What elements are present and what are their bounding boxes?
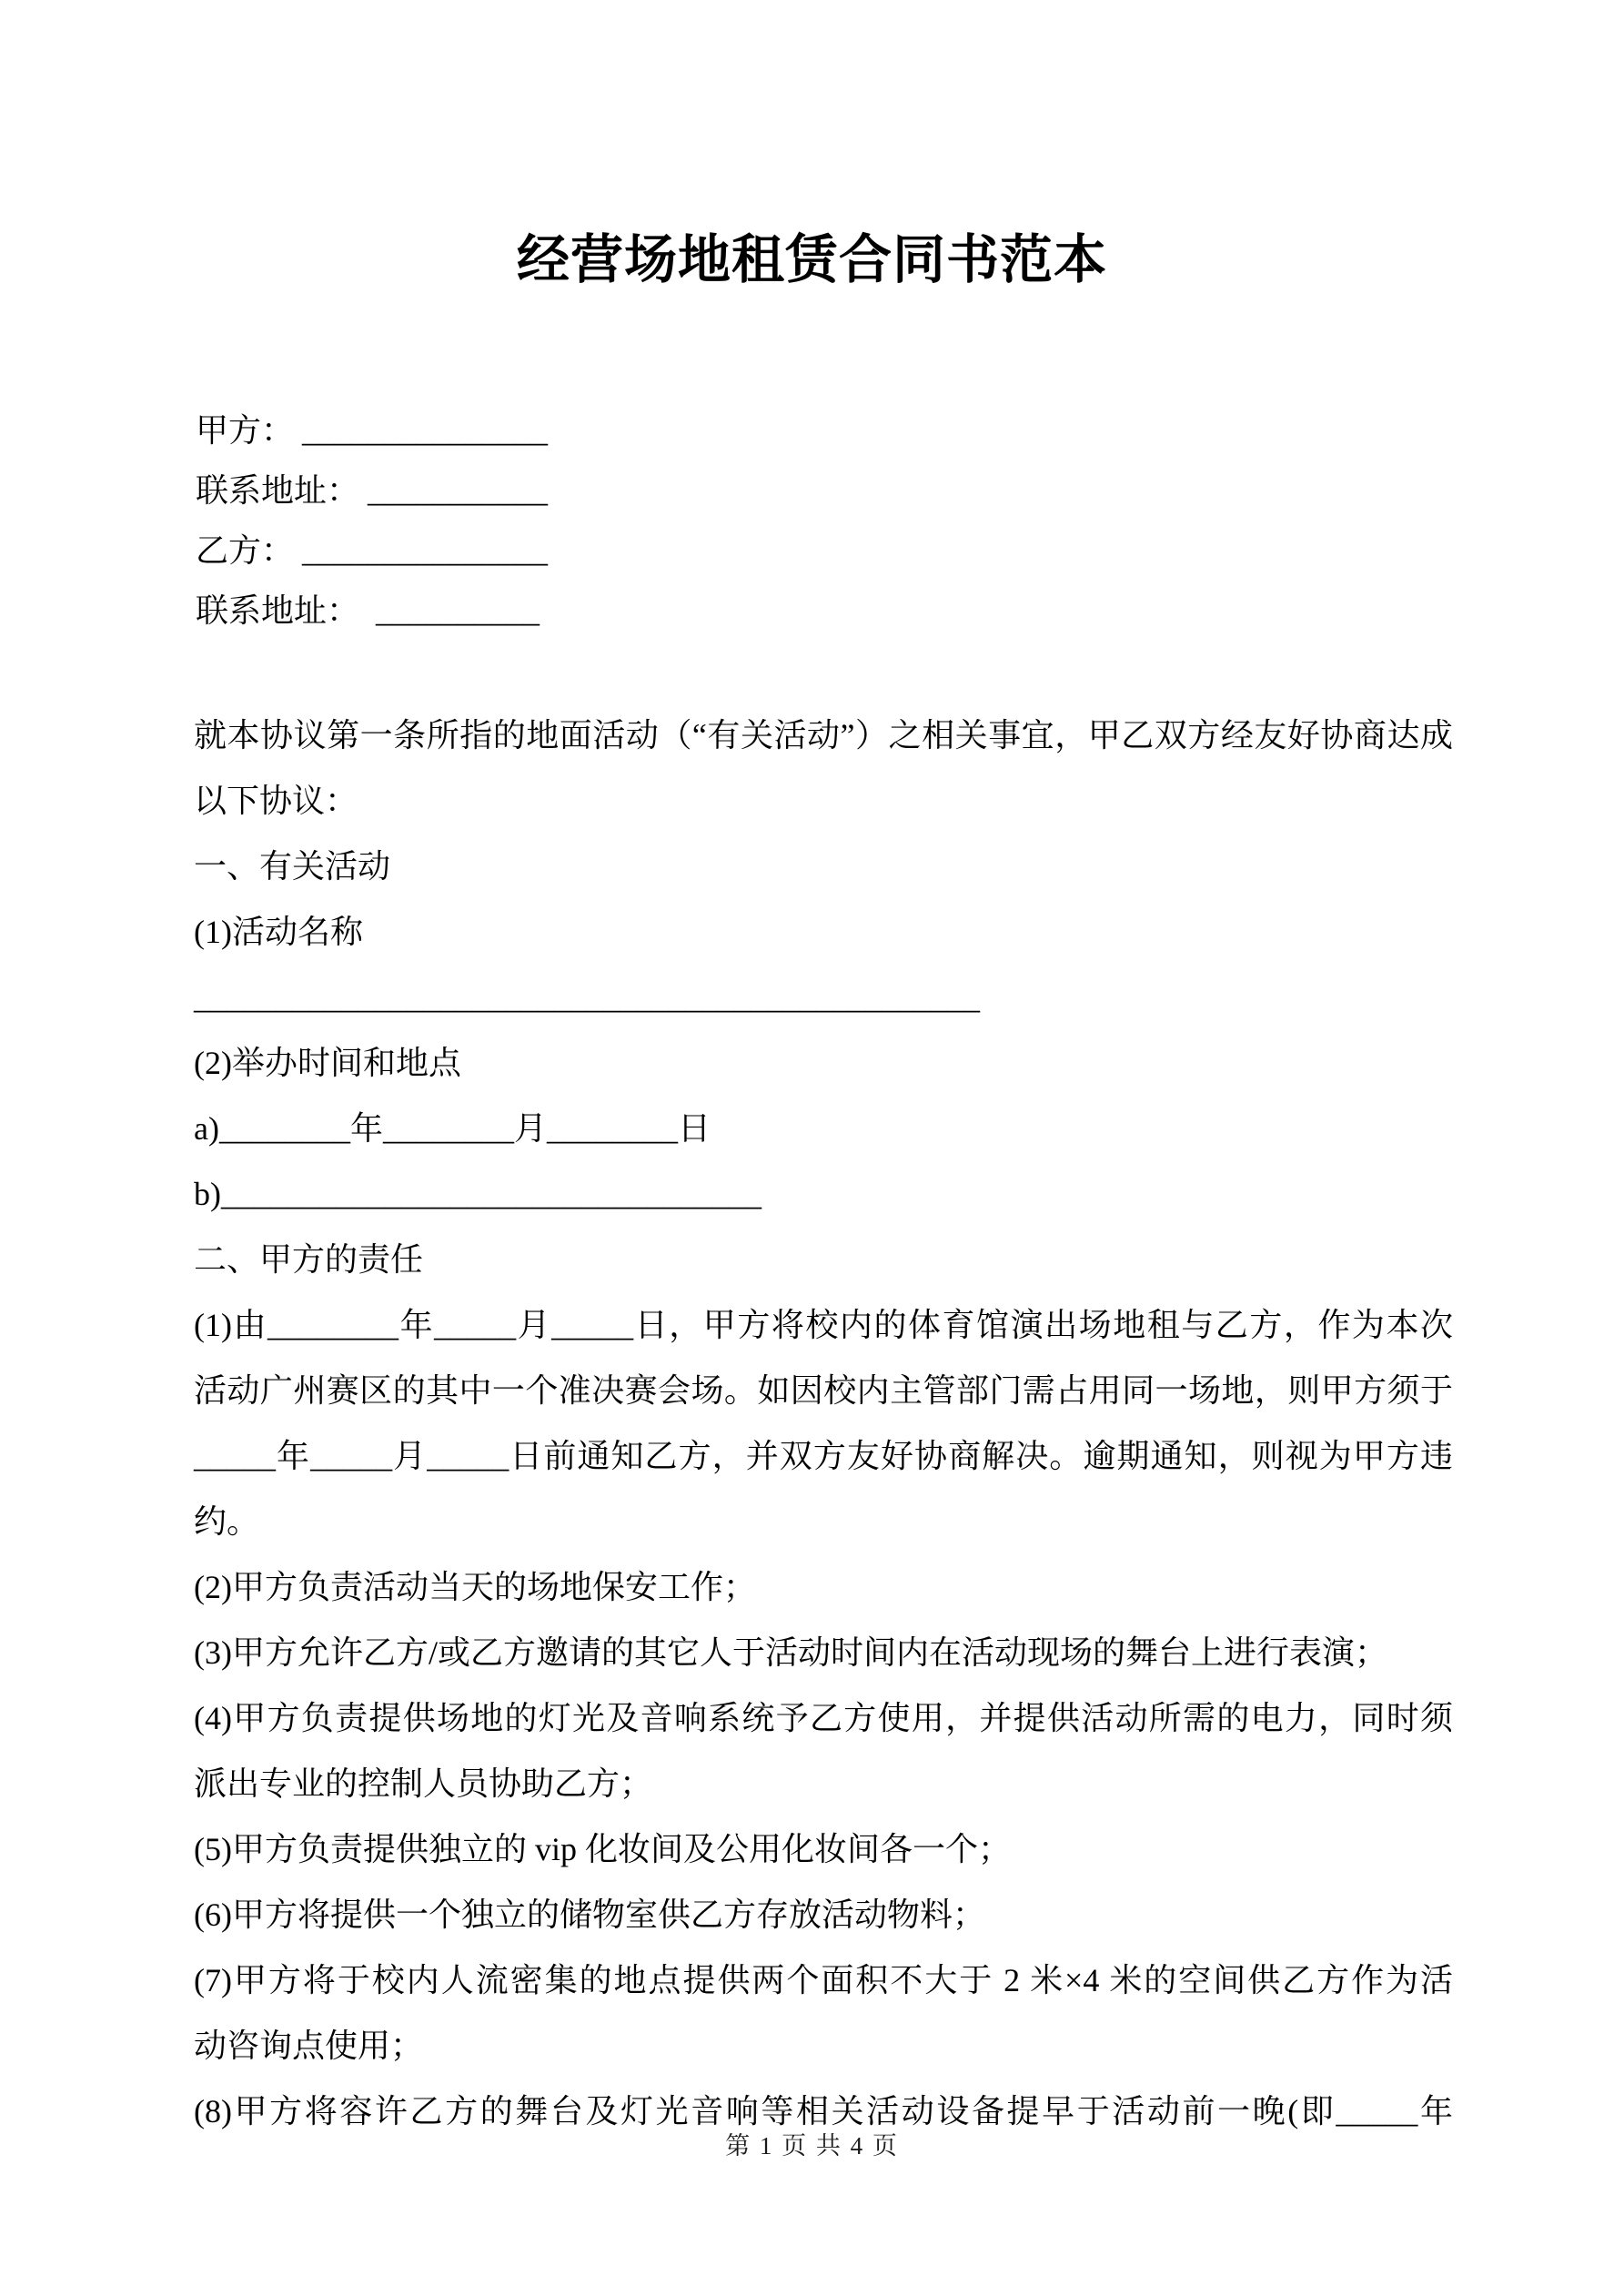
party-field-line: 甲方： _______________ <box>196 412 549 449</box>
body-line: (3)甲方允许乙方/或乙方邀请的其它人于活动时间内在活动现场的舞台上进行表演； <box>194 1634 1387 1671</box>
party-info-block <box>196 400 1456 641</box>
body-line: 派出专业的控制人员协助乙方； <box>194 1765 653 1802</box>
body-line: (1)活动名称 <box>194 914 363 950</box>
blank-underline-line: ________________________________________________ <box>194 979 980 1016</box>
page-footer: 第 1 页 共 4 页 <box>725 2132 899 2159</box>
body-line: a)________年________月________日 <box>194 1110 711 1147</box>
body-line: 一、有关活动 <box>194 848 391 885</box>
body-line: (5)甲方负责提供独立的 vip 化妆间及公用化妆间各一个； <box>194 1831 1011 1867</box>
body-line: 以下协议： <box>194 783 358 819</box>
body-line: (6)甲方将提供一个独立的储物室供乙方存放活动物料； <box>194 1896 985 1933</box>
contract-body <box>194 703 1453 2144</box>
party-field-line: 乙方： _______________ <box>196 532 549 569</box>
body-line: (4)甲方负责提供场地的灯光及音响系统予乙方使用，并提供活动所需的电力，同时须 <box>194 1700 1453 1736</box>
body-line: 二、甲方的责任 <box>194 1241 424 1278</box>
body-line: b)_________________________________ <box>194 1176 762 1212</box>
body-line: (7)甲方将于校内人流密集的地点提供两个面积不大于 2 米×4 米的空间供乙方作为活 <box>194 1962 1453 1998</box>
body-line: (2)甲方负责活动当天的场地保安工作； <box>194 1569 756 1605</box>
body-line: 活动广州赛区的其中一个准决赛会场。如因校内主管部门需占用同一场地，则甲方须于 <box>194 1372 1453 1409</box>
document-title: 经营场地租赁合同书范本 <box>516 230 1107 289</box>
body-line: (2)举办时间和地点 <box>194 1045 461 1081</box>
body-line: 约。 <box>194 1503 260 1540</box>
body-line: (8)甲方将容许乙方的舞台及灯光音响等相关活动设备提早于活动前一晚(即_____年 <box>194 2093 1453 2129</box>
body-line: _____年_____月_____日前通知乙方，并双方友好协商解决。逾期通知，则视为甲方违 <box>194 1438 1453 1474</box>
party-field-line: 联系地址： ___________ <box>196 472 549 509</box>
party-field-line: 联系地址： __________ <box>196 592 540 629</box>
body-line: 动咨询点使用； <box>194 2028 424 2064</box>
body-line: 就本协议第一条所指的地面活动（“有关活动”）之相关事宜，甲乙双方经友好协商达成 <box>194 717 1453 754</box>
body-line: (1)由________年_____月_____日，甲方将校内的体育馆演出场地租与乙方，作为本次 <box>194 1307 1453 1343</box>
